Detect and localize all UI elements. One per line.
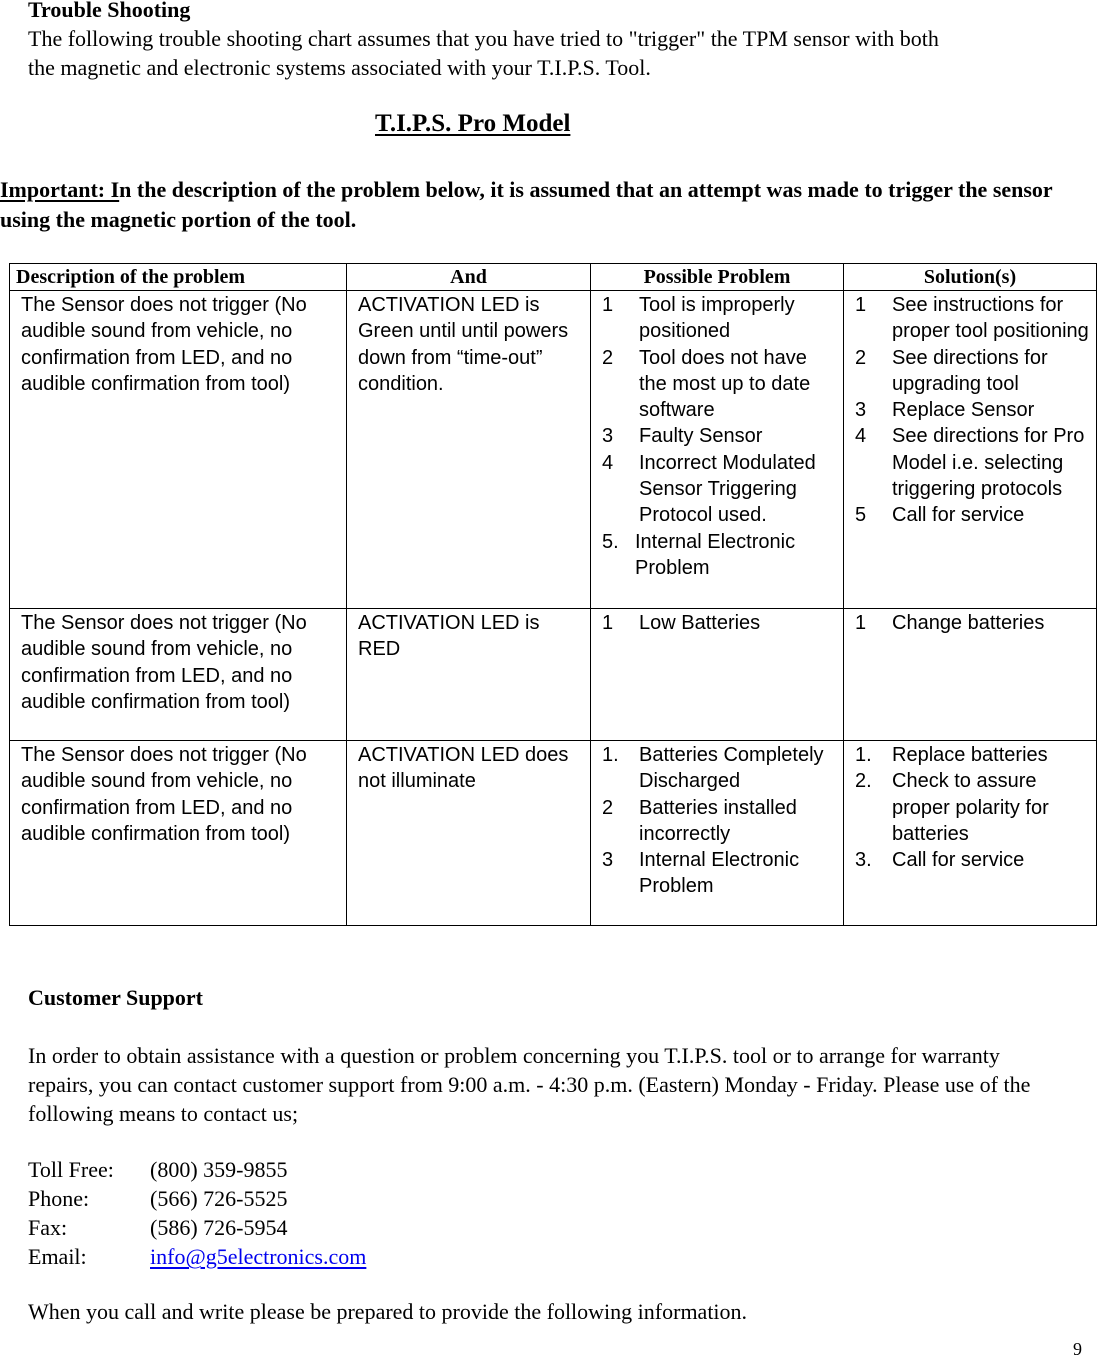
description-cell: The Sensor does not trigger (No audible sound from vehicle, no confirmation from LED, and no audible confirmation from tool) xyxy=(10,741,347,926)
intro-line-1: The following trouble shooting chart assumes that you have tried to "trigger" the TPM sensor with both xyxy=(28,26,939,51)
list-item xyxy=(602,847,839,900)
item-number: 3 xyxy=(602,849,614,872)
list-item xyxy=(602,529,839,582)
item-number: 5. xyxy=(602,530,619,553)
item-number: 2. xyxy=(855,770,872,793)
header-possible-problem: Possible Problem xyxy=(591,264,844,291)
item-number: 2 xyxy=(602,346,614,369)
header-and: And xyxy=(347,264,591,291)
important-note xyxy=(0,175,1095,235)
table-row xyxy=(10,609,1097,741)
list-item xyxy=(855,502,1092,528)
list-item xyxy=(855,610,1092,636)
item-text: Internal Electronic Problem xyxy=(635,530,796,579)
contact-row-email xyxy=(28,1242,366,1271)
item-text: Replace Sensor xyxy=(892,399,1035,422)
table-header-row xyxy=(10,264,1097,291)
item-text: Tool does not have the most up to date software xyxy=(639,346,811,422)
item-text: Incorrect Modulated Sensor Triggering Protocol used. xyxy=(639,451,816,527)
list-item xyxy=(602,610,839,636)
item-text: Faulty Sensor xyxy=(639,425,763,448)
solution-cell xyxy=(844,741,1097,926)
contact-row-toll-free xyxy=(28,1155,366,1184)
description-cell: The Sensor does not trigger (No audible sound from vehicle, no confirmation from LED, and no audible confirmation from tool) xyxy=(10,291,347,609)
intro-line-2: the magnetic and electronic systems associated with your T.I.P.S. Tool. xyxy=(28,55,651,80)
description-cell: The Sensor does not trigger (No audible sound from vehicle, no confirmation from LED, and no audible confirmation from tool) xyxy=(10,609,347,741)
item-text: Replace batteries xyxy=(892,744,1048,766)
contact-row-phone xyxy=(28,1184,366,1213)
item-number: 2 xyxy=(855,346,867,369)
list-item xyxy=(855,742,1092,768)
list-item xyxy=(602,795,839,848)
item-text: Batteries Completely Discharged xyxy=(639,744,824,793)
problem-cell xyxy=(591,609,844,741)
contact-label: Email: xyxy=(28,1244,87,1269)
contact-row-fax xyxy=(28,1213,366,1242)
customer-support-heading: Customer Support xyxy=(28,985,204,1010)
item-text: Call for service xyxy=(892,504,1025,527)
item-text: Internal Electronic Problem xyxy=(639,849,800,898)
item-text: See directions for upgrading tool xyxy=(892,346,1048,395)
item-number: 4 xyxy=(602,451,614,474)
table-row xyxy=(10,291,1097,609)
item-number: 3. xyxy=(855,849,872,872)
section-heading: Trouble Shooting xyxy=(28,0,191,22)
list-item xyxy=(855,345,1092,398)
important-text: n the description of the problem below, it is assumed that an attempt was made to trigger the sensor using the magnetic portion of the tool. xyxy=(0,177,1053,232)
list-item xyxy=(855,292,1092,345)
problem-cell xyxy=(591,291,844,609)
item-number: 2 xyxy=(602,796,614,819)
item-number: 4 xyxy=(855,425,867,448)
solution-cell xyxy=(844,291,1097,609)
item-number: 3 xyxy=(855,399,867,422)
header-solutions: Solution(s) xyxy=(844,264,1097,291)
item-text: See instructions for proper tool positioning xyxy=(892,294,1089,343)
item-number: 1 xyxy=(855,612,867,634)
solution-cell xyxy=(844,609,1097,741)
item-number: 1 xyxy=(855,294,867,316)
item-number: 1. xyxy=(855,744,872,766)
contact-label: Phone: xyxy=(28,1186,90,1211)
troubleshooting-table xyxy=(9,263,1097,926)
item-number: 1 xyxy=(602,294,614,316)
item-number: 1. xyxy=(602,744,619,766)
header-description: Description of the problem xyxy=(10,264,347,291)
model-title: T.I.P.S. Pro Model xyxy=(375,110,571,137)
list-item xyxy=(602,450,839,529)
table-row xyxy=(10,741,1097,926)
contact-value: (800) 359-9855 xyxy=(150,1157,288,1182)
customer-support-paragraph: In order to obtain assistance with a question or problem concerning you T.I.P.S. tool or to arrange for warranty repairs, you can contact customer support from 9:00 a.m. - 4:30 p.m. (Eastern) Monday - Friday. Please use of the following means to contact us; xyxy=(28,1043,1031,1126)
problem-cell xyxy=(591,741,844,926)
item-number: 1 xyxy=(602,612,614,634)
item-text: Change batteries xyxy=(892,612,1045,634)
contact-list xyxy=(28,1155,366,1271)
contact-value: (586) 726-5954 xyxy=(150,1215,288,1240)
item-text: Tool is improperly positioned xyxy=(639,294,795,343)
item-number: 5 xyxy=(855,504,867,527)
and-cell: ACTIVATION LED is RED xyxy=(347,609,591,741)
item-number: 3 xyxy=(602,425,614,448)
and-cell: ACTIVATION LED does not illuminate xyxy=(347,741,591,926)
intro-paragraph xyxy=(28,24,1088,82)
list-item xyxy=(855,423,1092,502)
contact-label: Fax: xyxy=(28,1215,68,1240)
list-item xyxy=(602,345,839,424)
email-link[interactable]: info@g5electronics.com xyxy=(150,1244,367,1269)
contact-label: Toll Free: xyxy=(28,1157,114,1182)
list-item xyxy=(855,397,1092,423)
list-item xyxy=(855,847,1092,873)
page-number: 9 xyxy=(1073,1339,1082,1359)
item-text: Call for service xyxy=(892,849,1025,872)
contact-value: (566) 726-5525 xyxy=(150,1186,288,1211)
and-cell: ACTIVATION LED is Green until until powers down from “time-out” condition. xyxy=(347,291,591,609)
list-item xyxy=(602,423,839,449)
item-text: Check to assure proper polarity for batteries xyxy=(892,770,1049,845)
important-label: Important: I xyxy=(0,177,120,202)
item-text: See directions for Pro Model i.e. selecting triggering protocols xyxy=(892,425,1085,501)
item-text: Low Batteries xyxy=(639,612,761,634)
item-text: Batteries installed incorrectly xyxy=(639,796,797,845)
closing-sentence: When you call and write please be prepared to provide the following information. xyxy=(28,1299,748,1324)
list-item xyxy=(602,742,839,795)
list-item xyxy=(602,292,839,345)
list-item xyxy=(855,768,1092,847)
